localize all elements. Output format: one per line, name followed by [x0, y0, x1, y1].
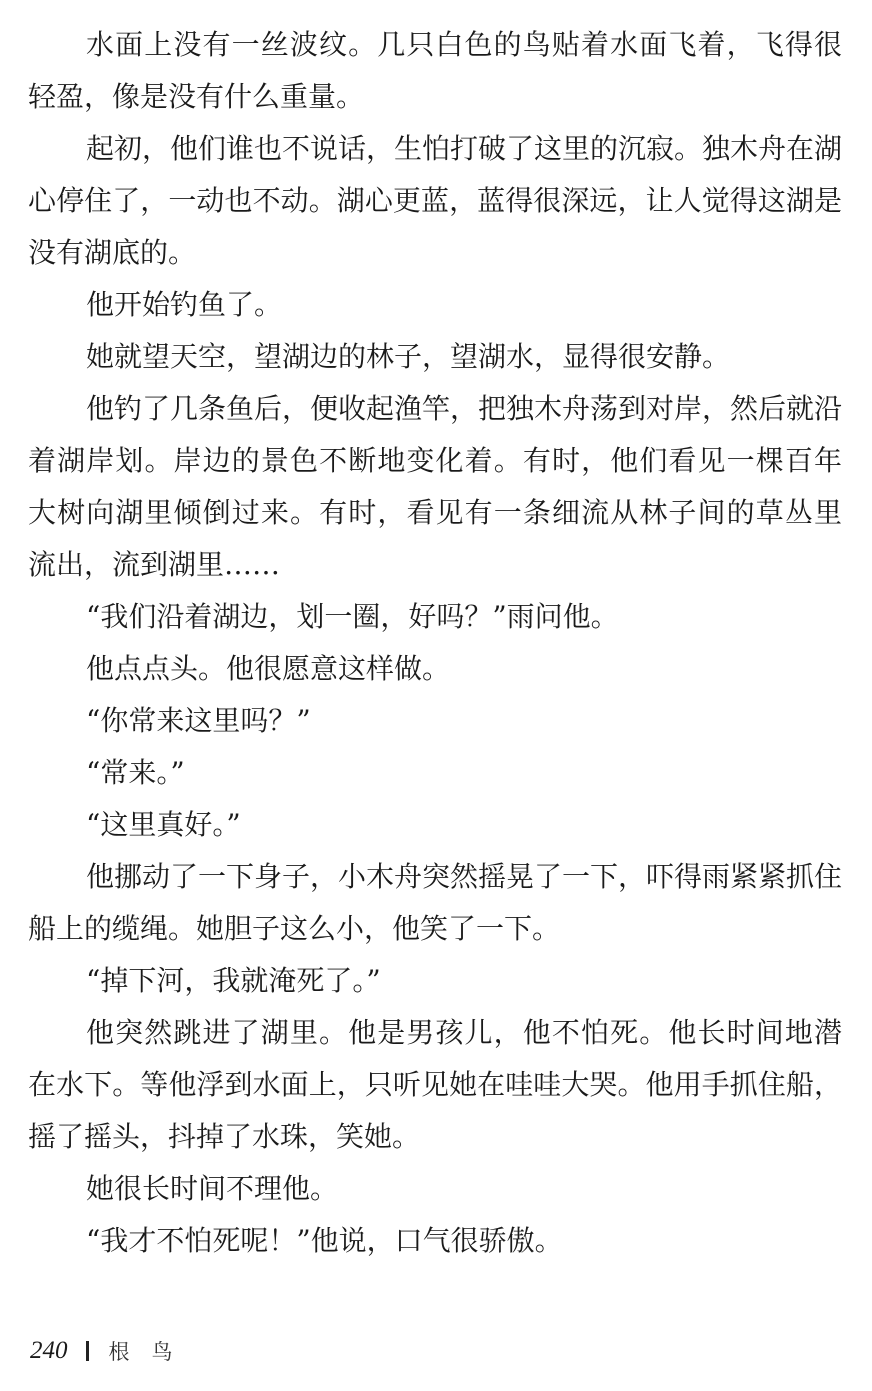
paragraph: [28, 19, 842, 123]
body-text: [28, 19, 842, 1267]
page-number: 240: [30, 1337, 68, 1364]
paragraph: [28, 851, 842, 955]
text-line: 他挪动了一下身子，小木舟突然摇晃了一下，吓得雨紧紧抓住: [86, 860, 843, 893]
paragraph: [28, 279, 842, 331]
text-line: 她很长时间不理他。: [86, 1172, 339, 1205]
text-line: 没有湖底的。: [28, 236, 197, 269]
paragraph: [28, 747, 842, 799]
text-line: “我才不怕死呢！”他说，口气很骄傲。: [86, 1224, 563, 1257]
footer-divider: [86, 1341, 89, 1361]
text-line: 大树向湖里倾倒过来。有时，看见有一条细流从林子间的草丛里: [28, 496, 842, 529]
paragraph: [28, 643, 842, 695]
text-line: “你常来这里吗？”: [86, 704, 311, 737]
text-line: “掉下河，我就淹死了。”: [86, 964, 381, 997]
paragraph: [28, 695, 842, 747]
text-line: 他突然跳进了湖里。他是男孩儿，他不怕死。他长时间地潜: [86, 1016, 842, 1049]
paragraph: [28, 799, 842, 851]
text-line: 心停住了，一动也不动。湖心更蓝，蓝得很深远，让人觉得这湖是: [28, 184, 842, 217]
text-line: “常来。”: [86, 756, 185, 789]
text-line: 他点点头。他很愿意这样做。: [86, 652, 451, 685]
paragraph: [28, 591, 842, 643]
text-line: 船上的缆绳。她胆子这么小，他笑了一下。: [28, 912, 561, 945]
paragraph: [28, 1007, 842, 1163]
text-line: “这里真好。”: [86, 808, 241, 841]
text-line: 摇了摇头，抖掉了水珠，笑她。: [28, 1120, 421, 1153]
text-line: 水面上没有一丝波纹。几只白色的鸟贴着水面飞着，飞得很: [86, 28, 842, 61]
text-line: 他钓了几条鱼后，便收起渔竿，把独木舟荡到对岸，然后就沿: [86, 392, 843, 425]
text-line: 流出，流到湖里……: [28, 548, 281, 581]
book-title: 根鸟: [108, 1340, 195, 1364]
text-line: 着湖岸划。岸边的景色不断地变化着。有时，他们看见一棵百年: [28, 444, 842, 477]
paragraph: [28, 331, 842, 383]
text-line: 轻盈，像是没有什么重量。: [28, 80, 365, 113]
text-line: “我们沿着湖边，划一圈，好吗？”雨问他。: [86, 600, 619, 633]
page-footer: [30, 1333, 195, 1369]
paragraph: [28, 383, 842, 591]
paragraph: [28, 123, 842, 279]
text-line: 起初，他们谁也不说话，生怕打破了这里的沉寂。独木舟在湖: [86, 132, 843, 165]
text-line: 她就望天空，望湖边的林子，望湖水，显得很安静。: [86, 340, 731, 373]
text-line: 在水下。等他浮到水面上，只听见她在哇哇大哭。他用手抓住船，: [28, 1068, 842, 1101]
paragraph: [28, 1163, 842, 1215]
paragraph: [28, 1215, 842, 1267]
paragraph: [28, 955, 842, 1007]
text-line: 他开始钓鱼了。: [86, 288, 283, 321]
